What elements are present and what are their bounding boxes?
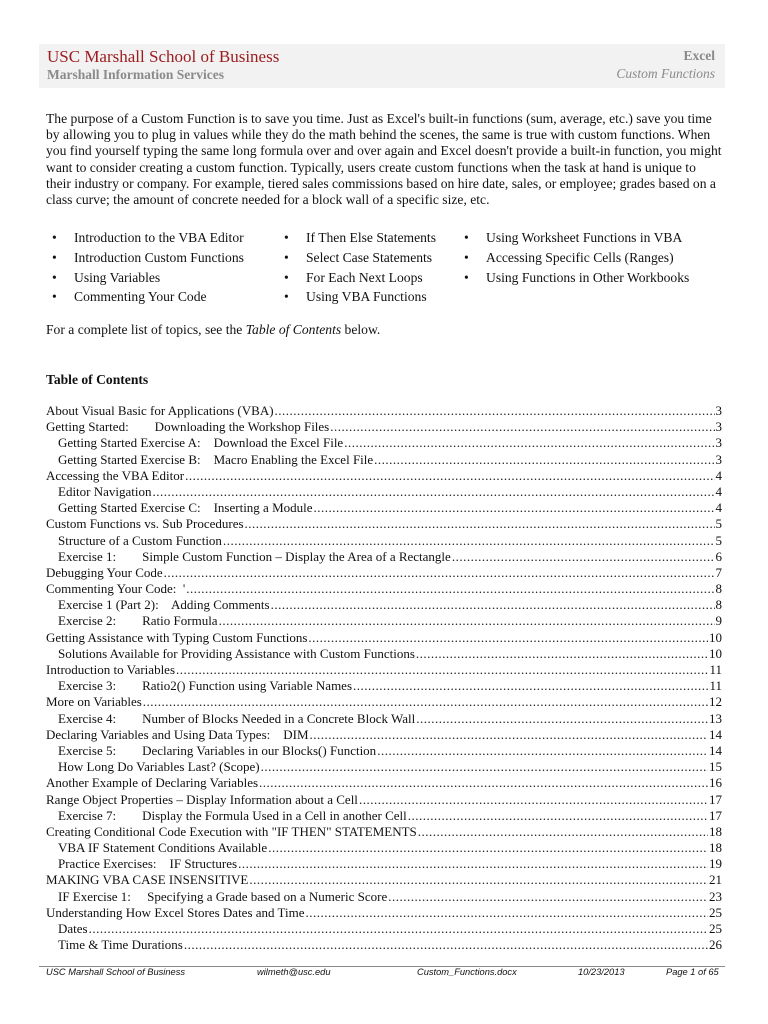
toc-heading: Table of Contents bbox=[46, 372, 149, 387]
topic-item: • Using Functions in Other Workbooks bbox=[458, 268, 689, 288]
toc-entry-page: 5 bbox=[715, 532, 722, 548]
toc-entry[interactable] bbox=[46, 921, 722, 937]
toc-entry-title: Exercise 2: Ratio Formula bbox=[58, 613, 218, 629]
toc-entry[interactable] bbox=[46, 452, 722, 468]
toc-entry-title: Custom Functions vs. Sub Procedures bbox=[46, 516, 244, 532]
header-topic: Excel bbox=[683, 48, 715, 63]
toc-entry-leader bbox=[388, 889, 708, 905]
toc-entry-leader bbox=[238, 856, 708, 872]
toc-entry[interactable] bbox=[46, 856, 722, 872]
toc-entry-leader bbox=[153, 484, 715, 500]
toc-entry-page: 17 bbox=[709, 791, 722, 807]
topic-item: • Using VBA Functions bbox=[278, 287, 436, 307]
toc-entry-title: Getting Started Exercise C: Inserting a Module bbox=[58, 500, 313, 516]
toc-entry-page: 8 bbox=[715, 581, 722, 597]
toc-entry-page: 11 bbox=[709, 678, 722, 694]
toc-entry-leader bbox=[143, 694, 708, 710]
toc-entry-leader bbox=[275, 403, 715, 419]
toc-entry-title: How Long Do Variables Last? (Scope) bbox=[58, 759, 260, 775]
toc-entry[interactable] bbox=[46, 565, 722, 581]
toc-entry-leader bbox=[310, 727, 708, 743]
toc-entry-title: Exercise 4: Number of Blocks Needed in a Concrete Block Wall bbox=[58, 710, 416, 726]
toc-entry-title: Getting Assistance with Typing Custom Functions bbox=[46, 629, 308, 645]
toc-entry-title: Exercise 5: Declaring Variables in our Blocks() Function bbox=[58, 742, 377, 758]
toc-entry-leader bbox=[314, 500, 715, 516]
toc-entry-leader bbox=[176, 662, 708, 678]
toc-entry-page: 8 bbox=[715, 597, 722, 613]
toc-entry-title: Understanding How Excel Stores Dates and Time bbox=[46, 904, 305, 920]
toc-entry-title: Time & Time Durations bbox=[58, 937, 183, 953]
toc-entry-leader bbox=[164, 565, 715, 581]
toc-entry[interactable] bbox=[46, 468, 722, 484]
footer-filename: Custom_Functions.docx bbox=[417, 967, 517, 977]
topic-item: • Commenting Your Code bbox=[46, 287, 244, 307]
toc-entry-title: IF Exercise 1: Specifying a Grade based on a Numeric Score bbox=[58, 888, 388, 904]
topic-item: • Using Worksheet Functions in VBA bbox=[458, 228, 689, 248]
toc-entry-leader bbox=[245, 516, 715, 532]
toc-entry[interactable] bbox=[46, 759, 722, 775]
topic-list-col2 bbox=[278, 228, 436, 307]
toc-entry-leader bbox=[271, 597, 715, 613]
toc-entry[interactable] bbox=[46, 533, 722, 549]
toc-entry[interactable] bbox=[46, 662, 722, 678]
toc-entry[interactable] bbox=[46, 711, 722, 727]
toc-entry-page: 9 bbox=[715, 613, 722, 629]
toc-entry-leader bbox=[306, 905, 708, 921]
toc-entry-title: Getting Started Exercise B: Macro Enabling the Excel File bbox=[58, 451, 374, 467]
toc-reference-sentence bbox=[46, 322, 380, 338]
toc-entry-leader bbox=[452, 549, 715, 565]
toc-reference-prefix: For a complete list of topics, see the bbox=[46, 322, 246, 337]
toc-entry-page: 18 bbox=[709, 840, 722, 856]
toc-entry-page: 18 bbox=[709, 823, 722, 839]
toc-entry[interactable] bbox=[46, 500, 722, 516]
toc-entry-leader bbox=[268, 840, 708, 856]
toc-entry[interactable] bbox=[46, 775, 722, 791]
toc-entry-leader bbox=[374, 452, 714, 468]
intro-paragraph: The purpose of a Custom Function is to save you time. Just as Excel's built-in functions (sum, average, etc.) save you time by allowing you to plug in values while they do the math behind the scenes, the same is true with custom functions. When you find yourself typing the same long formula over and over again and Excel doesn't provide a built-in function, you might want to consider creating a custom function. Typically, users create custom functions when the task at hand is unique to their industry or company. For example, tiered sales commissions based on hire date, sales, or employee; grades based on a class curve; the amount of concrete needed for a block wall of a specific size, etc. bbox=[46, 111, 722, 208]
toc-entry-leader bbox=[223, 533, 715, 549]
toc-entry-page: 10 bbox=[709, 629, 722, 645]
toc-entry-title: Solutions Available for Providing Assistance with Custom Functions bbox=[58, 645, 415, 661]
toc-entry[interactable] bbox=[46, 597, 722, 613]
toc-entry[interactable] bbox=[46, 872, 722, 888]
toc-entry-page: 10 bbox=[709, 645, 722, 661]
toc-entry[interactable] bbox=[46, 727, 722, 743]
toc-entry-page: 3 bbox=[715, 419, 722, 435]
footer-date: 10/23/2013 bbox=[578, 967, 625, 977]
toc-entry-leader bbox=[344, 435, 714, 451]
toc-entry-page: 3 bbox=[715, 451, 722, 467]
toc-entry[interactable] bbox=[46, 905, 722, 921]
toc-entry-leader bbox=[330, 419, 714, 435]
toc-entry-title: Structure of a Custom Function bbox=[58, 532, 222, 548]
toc-entry[interactable] bbox=[46, 808, 722, 824]
footer-page-number: Page 1 of 65 bbox=[666, 967, 719, 977]
toc-entry-title: Commenting Your Code: ' bbox=[46, 581, 186, 597]
toc-entry-title: About Visual Basic for Applications (VBA) bbox=[46, 403, 274, 418]
toc-entry[interactable] bbox=[46, 516, 722, 532]
toc-entry-leader bbox=[261, 759, 708, 775]
header-title: USC Marshall School of Business bbox=[47, 47, 280, 66]
page-header bbox=[39, 44, 725, 88]
toc-entry-title: Getting Started: Downloading the Workshop Files bbox=[46, 419, 330, 435]
toc-entry-leader bbox=[377, 743, 708, 759]
toc-entry-leader bbox=[308, 630, 708, 646]
toc-entry-page: 6 bbox=[715, 548, 722, 564]
toc-entry-title: Accessing the VBA Editor bbox=[46, 467, 185, 483]
toc-entry-page: 13 bbox=[709, 710, 722, 726]
toc-entry[interactable] bbox=[46, 840, 722, 856]
toc-entry[interactable] bbox=[46, 646, 722, 662]
toc-entry-leader bbox=[185, 468, 714, 484]
toc-entry-title: Declaring Variables and Using Data Types: DIM bbox=[46, 726, 309, 742]
toc-entry-page: 3 bbox=[715, 435, 722, 451]
toc-entry-title: MAKING VBA CASE INSENSITIVE bbox=[46, 872, 249, 888]
toc-entry-leader bbox=[259, 775, 708, 791]
toc-entry[interactable] bbox=[46, 403, 722, 419]
toc-entry-title: Practice Exercises: IF Structures bbox=[58, 856, 238, 872]
toc-entry-title: More on Variables bbox=[46, 694, 142, 710]
footer-email: wilmeth@usc.edu bbox=[257, 967, 331, 977]
toc-entry-title: Dates bbox=[58, 921, 88, 936]
toc-entry-leader bbox=[416, 711, 708, 727]
toc-entry-title: Getting Started Exercise A: Download the Excel File bbox=[58, 435, 344, 451]
topic-item: • If Then Else Statements bbox=[278, 228, 436, 248]
toc-entry-leader bbox=[418, 824, 708, 840]
toc-entry-title: Exercise 3: Ratio2() Function using Variable Names bbox=[58, 678, 353, 694]
toc-reference-link[interactable]: Table of Contents bbox=[245, 322, 342, 337]
toc-entry-page: 14 bbox=[709, 742, 722, 758]
toc-entry-title: Debugging Your Code bbox=[46, 564, 163, 580]
topic-item: • Introduction to the VBA Editor bbox=[46, 228, 244, 248]
toc-entry-title: Editor Navigation bbox=[58, 483, 152, 499]
toc-entry-page: 15 bbox=[709, 759, 722, 775]
toc-entry-page: 21 bbox=[709, 872, 722, 888]
toc-entry-leader bbox=[408, 808, 708, 824]
topic-item: • Accessing Specific Cells (Ranges) bbox=[458, 248, 689, 268]
toc-entry-page: 7 bbox=[715, 564, 722, 580]
toc-entry[interactable] bbox=[46, 419, 722, 435]
toc-entry-page: 11 bbox=[709, 662, 722, 677]
toc-entry-page: 4 bbox=[715, 500, 722, 516]
toc-entry-title: Range Object Properties – Display Information about a Cell bbox=[46, 791, 358, 807]
toc-reference-suffix: below. bbox=[341, 322, 381, 337]
toc-entry-page: 26 bbox=[709, 937, 722, 953]
toc-entry-leader bbox=[359, 792, 708, 808]
toc-entry[interactable] bbox=[46, 937, 722, 953]
topic-item: • Using Variables bbox=[46, 268, 244, 288]
topic-item: • Select Case Statements bbox=[278, 248, 436, 268]
toc-entry-title: Another Example of Declaring Variables bbox=[46, 775, 259, 791]
toc-entry-leader bbox=[416, 646, 708, 662]
toc-entry[interactable] bbox=[46, 678, 722, 694]
toc-entry[interactable] bbox=[46, 630, 722, 646]
topic-list-col3 bbox=[458, 228, 689, 287]
toc-entry-leader bbox=[219, 613, 715, 629]
toc-entry-leader bbox=[184, 937, 708, 953]
toc-entry-title: Exercise 1: Simple Custom Function – Display the Area of a Rectangle bbox=[58, 548, 451, 564]
header-subtitle: Marshall Information Services bbox=[47, 67, 224, 82]
toc-entry[interactable] bbox=[46, 792, 722, 808]
toc-entry-leader bbox=[249, 872, 708, 888]
toc-entry[interactable] bbox=[46, 824, 722, 840]
header-document-title: Custom Functions bbox=[616, 66, 715, 81]
toc-entry-leader bbox=[89, 921, 708, 937]
topic-item: • Introduction Custom Functions bbox=[46, 248, 244, 268]
footer-school: USC Marshall School of Business bbox=[46, 967, 185, 977]
toc-entry-title: Creating Conditional Code Execution with "IF THEN" STATEMENTS bbox=[46, 823, 417, 839]
toc-entry-title: Exercise 1 (Part 2): Adding Comments bbox=[58, 597, 270, 613]
toc-entry-title: VBA IF Statement Conditions Available bbox=[58, 840, 268, 856]
toc-entry-page: 14 bbox=[709, 726, 722, 742]
toc-entry-page: 16 bbox=[709, 775, 722, 791]
toc-entry-page: 12 bbox=[709, 694, 722, 710]
toc-entry-title: Exercise 7: Display the Formula Used in a Cell in another Cell bbox=[58, 807, 407, 823]
toc-entry[interactable] bbox=[46, 581, 722, 597]
toc-entry-page: 25 bbox=[709, 904, 722, 920]
toc-entry[interactable] bbox=[46, 694, 722, 710]
toc-entry-page: 23 bbox=[709, 888, 722, 904]
toc-entry-page: 19 bbox=[709, 856, 722, 872]
toc-entry-page: 17 bbox=[709, 807, 722, 823]
toc-entry-page: 4 bbox=[715, 467, 722, 483]
toc-entry[interactable] bbox=[46, 549, 722, 565]
topic-list-col1 bbox=[46, 228, 244, 307]
toc-entry[interactable] bbox=[46, 435, 722, 451]
topic-item: • For Each Next Loops bbox=[278, 268, 436, 288]
toc-entry-page: 25 bbox=[709, 921, 722, 936]
toc-entry-leader bbox=[186, 581, 714, 597]
toc-entry[interactable] bbox=[46, 613, 722, 629]
toc-entry[interactable] bbox=[46, 484, 722, 500]
toc-entry-leader bbox=[353, 678, 708, 694]
toc-entry-page: 5 bbox=[715, 516, 722, 532]
table-of-contents bbox=[46, 403, 722, 953]
toc-entry[interactable] bbox=[46, 889, 722, 905]
toc-entry-title: Introduction to Variables bbox=[46, 662, 176, 677]
toc-entry[interactable] bbox=[46, 743, 722, 759]
toc-entry-page: 3 bbox=[715, 403, 722, 418]
toc-entry-page: 4 bbox=[715, 483, 722, 499]
